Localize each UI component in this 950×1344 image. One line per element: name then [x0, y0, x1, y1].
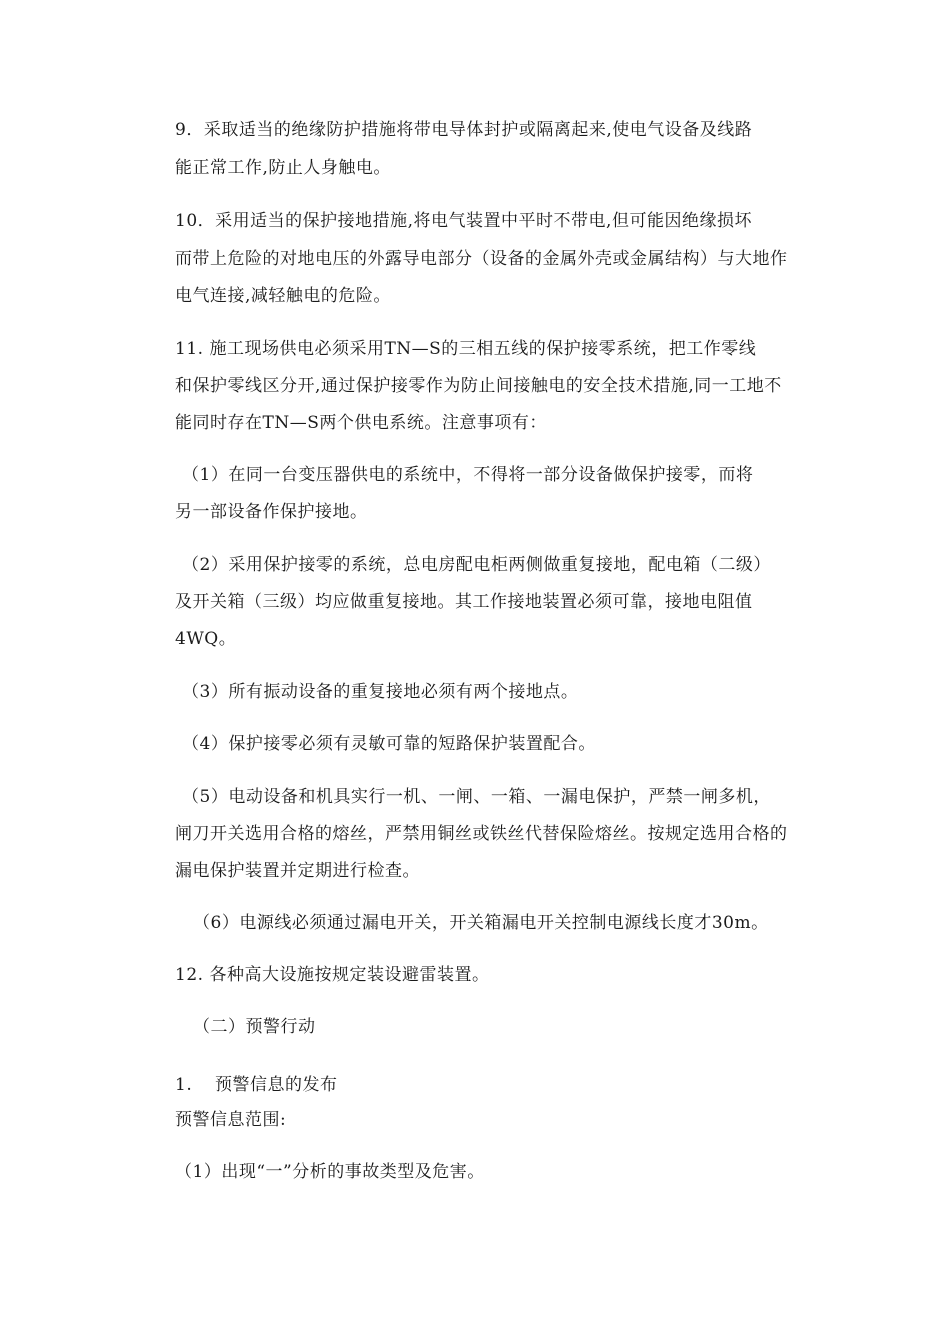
para-10-line-3: 电气连接,减轻触电的危险。	[175, 286, 391, 306]
item-4: （4）保护接零必须有灵敏可靠的短路保护装置配合。	[182, 734, 596, 754]
item-2-line-2: 及开关箱（三级）均应做重复接地。其工作接地装置必须可靠，接地电阻值	[175, 592, 753, 612]
section-heading-warning-action: （二）预警行动	[193, 1017, 316, 1037]
subsection-number: 1.	[175, 1075, 193, 1095]
item-5-line-3: 漏电保护装置并定期进行检查。	[175, 861, 420, 881]
item-2-line-3: 4WQ。	[175, 629, 237, 649]
para-10-line-1: 10．采用适当的保护接地措施,将电气装置中平时不带电,但可能因绝缘损坏	[175, 211, 752, 231]
item-6: （6）电源线必须通过漏电开关，开关箱漏电开关控制电源线长度才30m。	[193, 913, 769, 933]
para-11-line-1: 11. 施工现场供电必须采用TN—S的三相五线的保护接零系统，把工作零线	[175, 339, 757, 359]
item-5-line-2: 闸刀开关选用合格的熔丝，严禁用铜丝或铁丝代替保险熔丝。按规定选用合格的	[175, 824, 788, 844]
item-3: （3）所有振动设备的重复接地必须有两个接地点。	[182, 682, 579, 702]
item-1-line-1: （1）在同一台变压器供电的系统中，不得将一部分设备做保护接零，而将	[182, 465, 754, 485]
para-12: 12. 各种高大设施按规定装设避雷装置。	[175, 965, 490, 985]
item-2-line-1: （2）采用保护接零的系统，总电房配电柜两侧做重复接地，配电箱（二级）	[182, 555, 771, 575]
item-5-line-1: （5）电动设备和机具实行一机、一闸、一箱、一漏电保护，严禁一闸多机，	[182, 787, 771, 807]
para-11-line-2: 和保护零线区分开,通过保护接零作为防止间接触电的安全技术措施,同一工地不	[175, 376, 782, 396]
para-10-line-2: 而带上危险的对地电压的外露导电部分（设备的金属外壳或金属结构）与大地作	[175, 249, 788, 269]
para-9-line-1: 9．采取适当的绝缘防护措施将带电导体封护或隔离起来,使电气设备及线路	[175, 120, 753, 140]
item-1-line-2: 另一部设备作保护接地。	[175, 502, 368, 522]
para-9-line-2: 能正常工作,防止人身触电。	[175, 158, 391, 178]
warning-scope-label: 预警信息范围:	[175, 1110, 287, 1130]
para-11-line-3: 能同时存在TN—S两个供电系统。注意事项有：	[175, 413, 547, 433]
warning-scope-item-1: （1）出现“一”分析的事故类型及危害。	[175, 1162, 485, 1182]
subsection-title: 预警信息的发布	[215, 1075, 338, 1095]
